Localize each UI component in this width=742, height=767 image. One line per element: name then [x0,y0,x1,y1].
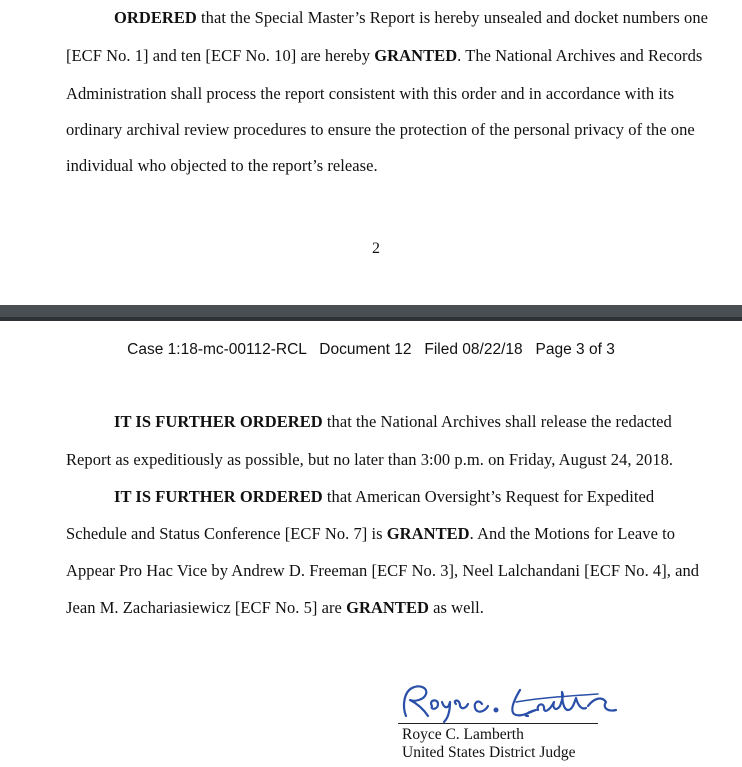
further-order-2-line-1: IT IS FURTHER ORDERED that American Oversight’s Request for Expedited [114,487,655,506]
document-page-2 [0,0,742,305]
granted-text: GRANTED [386,524,470,543]
signature-line [398,723,598,724]
signer-title: United States District Judge [402,744,576,761]
page-separator [0,305,742,321]
order-paragraph-line-2: [ECF No. 1] and ten [ECF No. 10] are hereby GRANTED. The National Archives and Records [66,46,703,65]
further-order-2-line-3: Appear Pro Hac Vice by Andrew D. Freeman [ECF No. 3], Neel Lalchandani [ECF No. 4], and [66,561,700,580]
order-paragraph-line-3: Administration shall process the report consistent with this order and in accordance with its [66,84,675,103]
case-header: Case 1:18-mc-00112-RCL Document 12 Filed 08/22/18 Page 3 of 3 [127,341,615,358]
signer-name: Royce C. Lamberth [402,726,524,743]
further-ordered-lead: IT IS FURTHER ORDERED [114,412,323,431]
ordered-lead: ORDERED [114,8,197,27]
granted-text: GRANTED [346,598,429,617]
further-order-1-line-1: IT IS FURTHER ORDERED that the National Archives shall release the redacted [114,412,672,431]
handwritten-signature [398,676,628,724]
granted-text: GRANTED [374,46,458,65]
page-number: 2 [372,240,380,257]
further-order-2-line-4: Jean M. Zachariasiewicz [ECF No. 5] are GRANTED as well. [66,598,484,617]
order-paragraph-line-4: ordinary archival review procedures to ensure the protection of the personal privacy of the one [66,120,695,139]
further-order-1-line-2: Report as expeditiously as possible, but no later than 3:00 p.m. on Friday, August 24, 2018. [66,450,674,469]
further-order-2-line-2: Schedule and Status Conference [ECF No. 7] is GRANTED. And the Motions for Leave to [66,524,676,543]
document-page-3 [0,321,742,767]
order-paragraph-line-1: ORDERED that the Special Master’s Report is hereby unsealed and docket numbers one [114,8,708,27]
further-ordered-lead: IT IS FURTHER ORDERED [114,487,323,506]
order-paragraph-line-5: individual who objected to the report’s release. [66,156,378,175]
